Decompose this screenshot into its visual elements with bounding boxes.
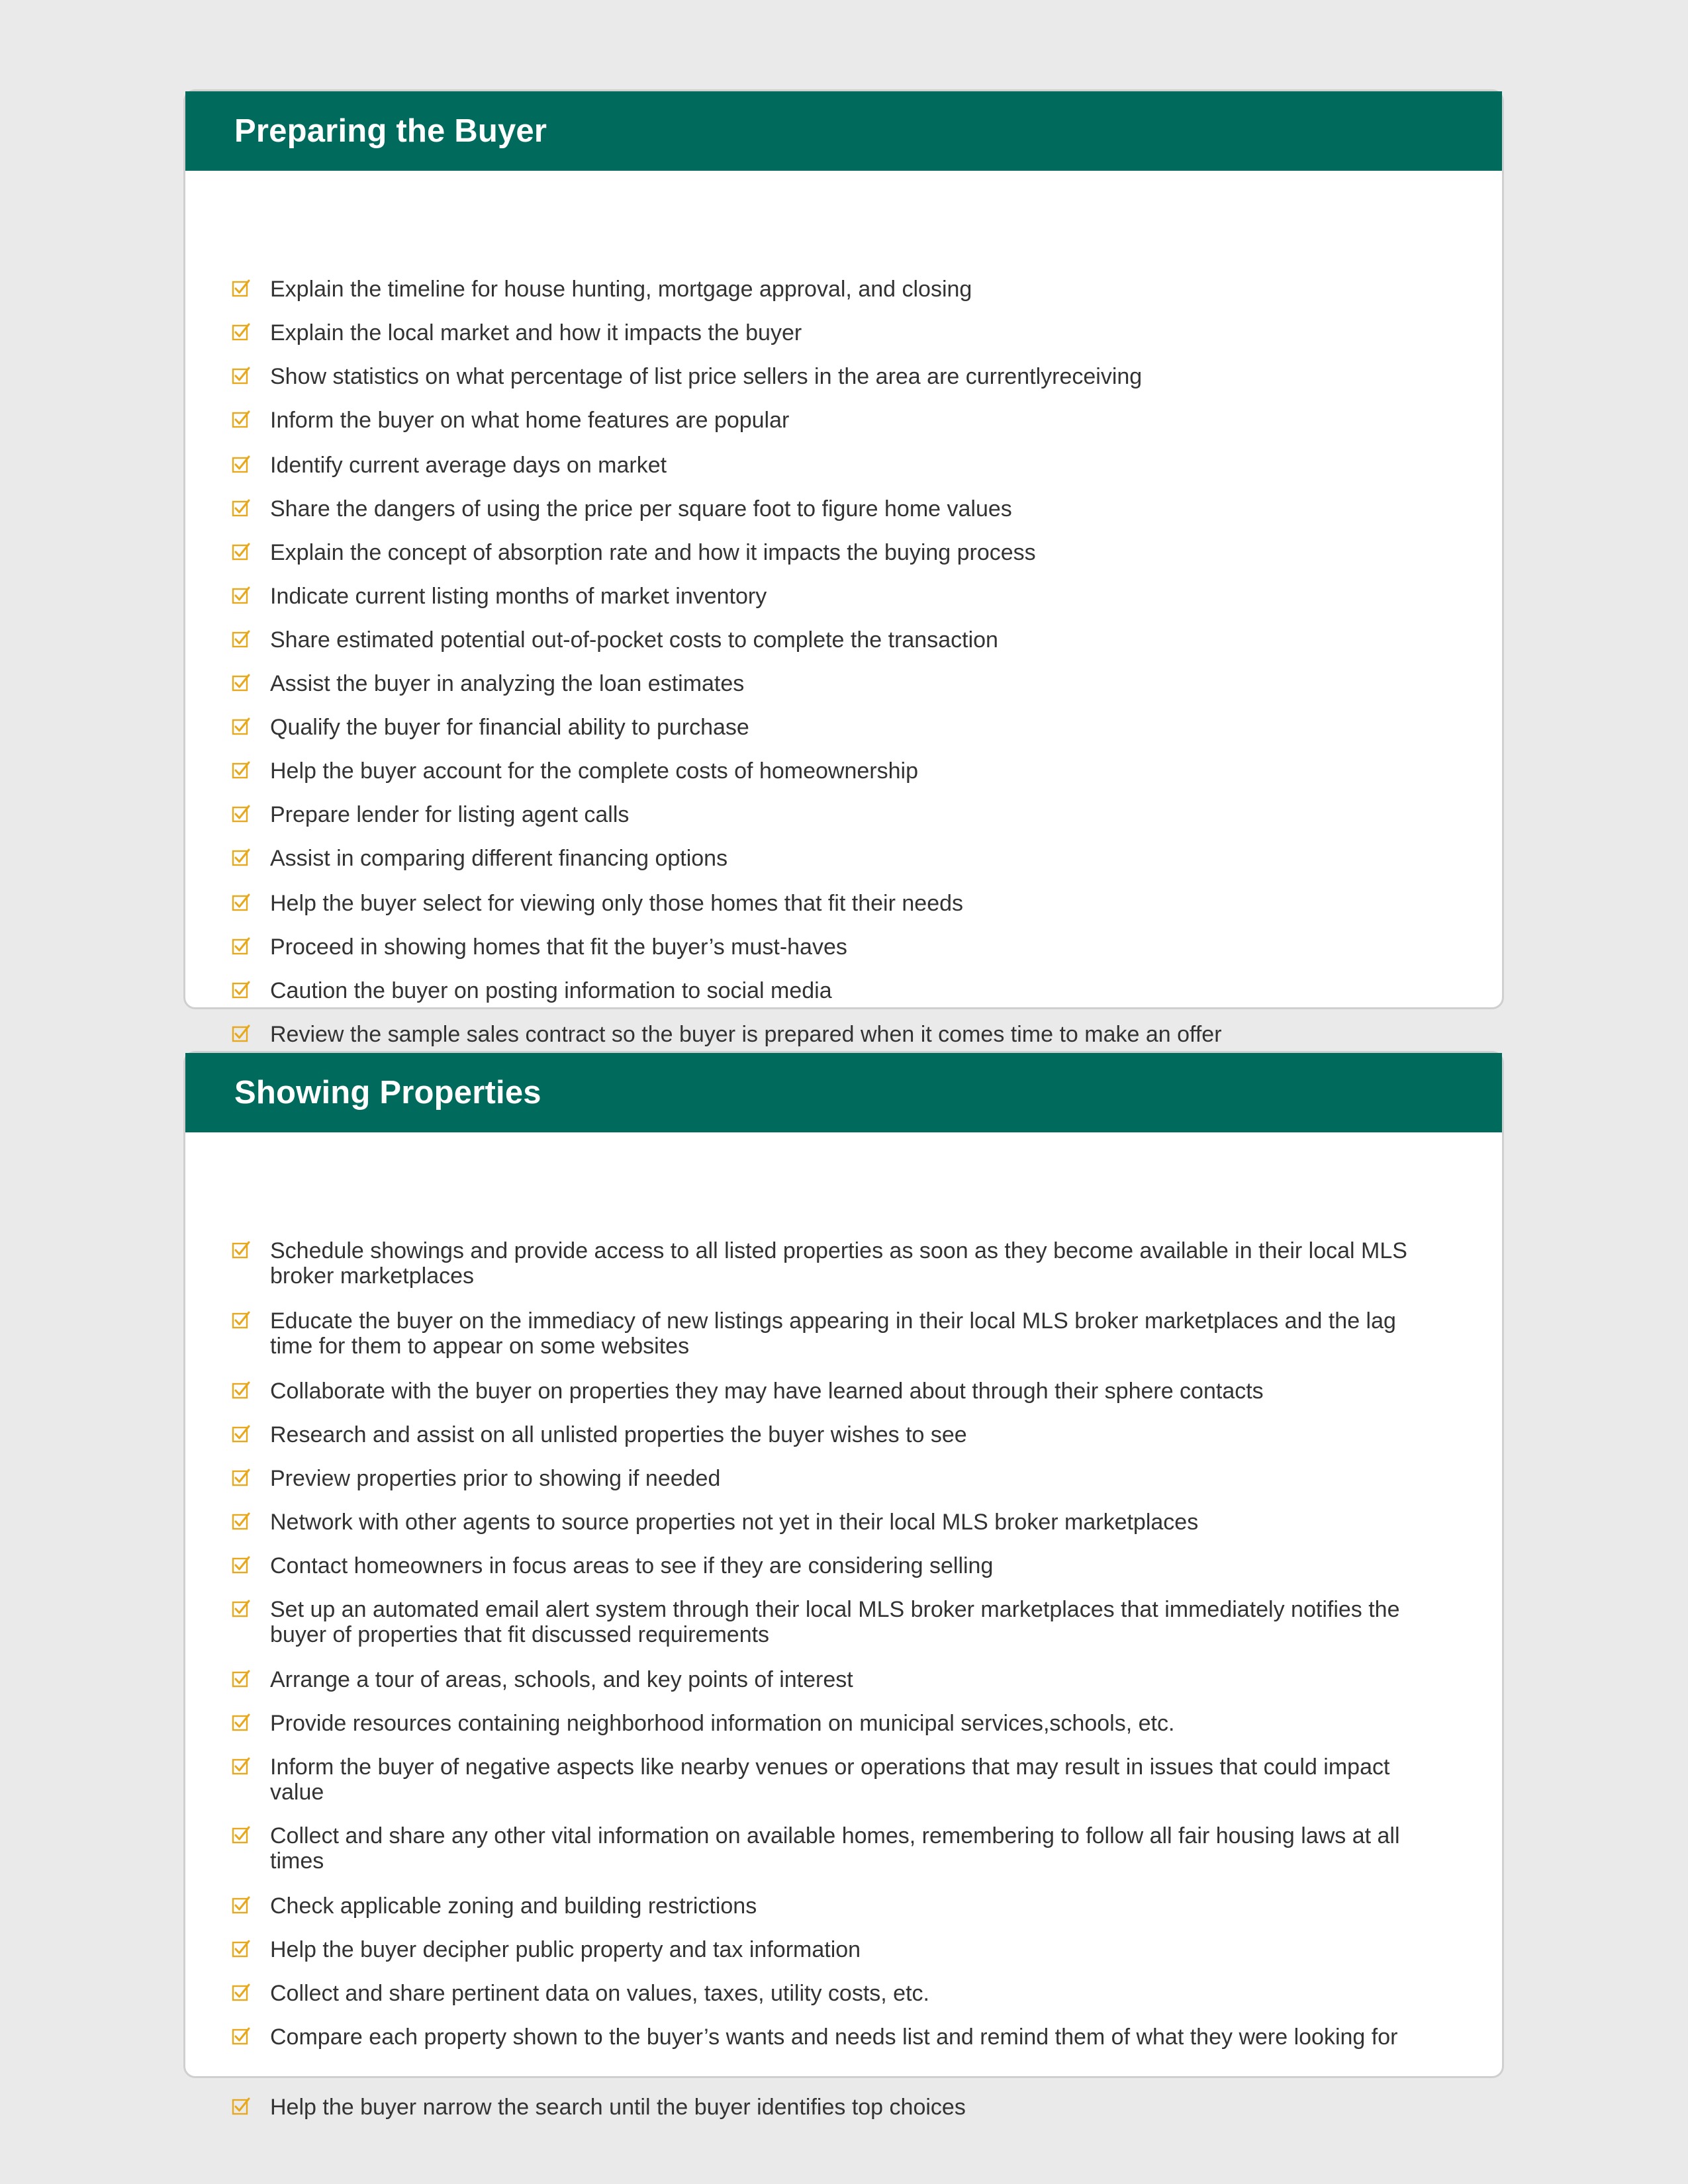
checklist-item: [232, 758, 1442, 784]
checkbox-checked-icon: [232, 1713, 251, 1732]
checklist-item-text: Compare each property shown to the buyer’s wants and needs list and remind them of what they were looking for: [270, 2025, 1398, 2050]
checklist-item: [232, 408, 1442, 433]
checklist-item: [232, 1597, 1442, 1647]
section-header: [185, 1053, 1502, 1132]
checklist-item: [232, 1466, 1442, 1491]
section-title: Showing Properties: [234, 1075, 541, 1111]
checkbox-checked-icon: [232, 1512, 251, 1531]
checklist-item: [232, 453, 1442, 478]
checklist-item: [232, 1379, 1442, 1404]
checklist-item-text: Educate the buyer on the immediacy of new listings appearing in their local MLS broker marketplaces and the lag time for them to appear on some websites: [270, 1308, 1396, 1359]
checklist-item: [232, 2025, 1442, 2050]
checklist-item-text: Inform the buyer of negative aspects like nearby venues or operations that may result in issues that could impact value: [270, 1754, 1390, 1805]
checklist-item: [232, 1893, 1442, 1919]
checklist-item: [232, 1937, 1442, 1962]
checklist-item: [232, 802, 1442, 827]
checkbox-checked-icon: [232, 804, 251, 823]
checkbox-checked-icon: [232, 1381, 251, 1400]
checklist-item: [232, 2095, 1442, 2120]
preparing-buyer-card: [183, 89, 1504, 1047]
checkbox-checked-icon: [232, 1599, 251, 1618]
checkbox-checked-icon: [232, 455, 251, 474]
checkbox-checked-icon: [232, 1468, 251, 1487]
checklist-item: [232, 1510, 1442, 1535]
checkbox-checked-icon: [232, 1825, 251, 1844]
checkbox-checked-icon: [232, 1895, 251, 1915]
checkbox-checked-icon: [232, 629, 251, 649]
checklist-item-text: Preview properties prior to showing if needed: [270, 1466, 721, 1491]
checklist-item-text: Caution the buyer on posting information to social media: [270, 978, 832, 1003]
checklist-item: [232, 320, 1442, 345]
checkbox-checked-icon: [232, 1024, 251, 1043]
checkbox-checked-icon: [232, 366, 251, 385]
checklist-item-text: Collect and share pertinent data on values, taxes, utility costs, etc.: [270, 1981, 929, 2006]
checklist-item-text: Explain the local market and how it impacts the buyer: [270, 320, 802, 345]
checklist-item: [232, 934, 1442, 960]
checklist-item-text: Schedule showings and provide access to all listed properties as soon as they become available in their local MLS broker marketplaces: [270, 1238, 1407, 1289]
checkbox-checked-icon: [232, 673, 251, 692]
checklist-item: [232, 891, 1442, 916]
checkbox-checked-icon: [232, 1424, 251, 1443]
checkbox-checked-icon: [232, 1240, 251, 1259]
checklist-item-text: Network with other agents to source properties not yet in their local MLS broker marketplaces: [270, 1510, 1199, 1535]
checklist-item-text: Research and assist on all unlisted properties the buyer wishes to see: [270, 1422, 967, 1447]
checkbox-checked-icon: [232, 498, 251, 518]
checkbox-checked-icon: [232, 1756, 251, 1776]
checklist-item-text: Prepare lender for listing agent calls: [270, 802, 630, 827]
checkbox-checked-icon: [232, 1983, 251, 2002]
checklist-item: [232, 1754, 1442, 1805]
checklist-item: [232, 364, 1442, 389]
checklist-item: [232, 1422, 1442, 1447]
checkbox-checked-icon: [232, 322, 251, 341]
checkbox-checked-icon: [232, 1669, 251, 1688]
checklist-item-text: Help the buyer narrow the search until the buyer identifies top choices: [270, 2095, 966, 2120]
checklist-item: [232, 584, 1442, 609]
checklist-item-text: Set up an automated email alert system through their local MLS broker marketplaces that immediately notifies the buyer of properties that fit discussed requirements: [270, 1597, 1400, 1647]
checkbox-checked-icon: [232, 980, 251, 999]
checkbox-checked-icon: [232, 2097, 251, 2116]
checkbox-checked-icon: [232, 717, 251, 736]
checklist-item-text: Help the buyer select for viewing only those homes that fit their needs: [270, 891, 964, 916]
checkbox-checked-icon: [232, 279, 251, 298]
checklist-item: [232, 1022, 1442, 1047]
checklist-item-text: Show statistics on what percentage of list price sellers in the area are currentlyreceiving: [270, 364, 1143, 389]
checklist-item-text: Indicate current listing months of market inventory: [270, 584, 767, 609]
checklist-item: [232, 1553, 1442, 1578]
checklist-item-text: Provide resources containing neighborhood information on municipal services,schools, etc.: [270, 1711, 1175, 1736]
checklist-item-text: Assist the buyer in analyzing the loan estimates: [270, 671, 745, 696]
checklist-item: [232, 1823, 1442, 1874]
checklist-item: [232, 540, 1442, 565]
checkbox-checked-icon: [232, 1555, 251, 1574]
section-header: [185, 91, 1502, 171]
checklist-item: [232, 496, 1442, 522]
checklist-item: [232, 1981, 1442, 2006]
checklist-item: [232, 627, 1442, 653]
checkbox-checked-icon: [232, 1939, 251, 1958]
checklist-item-text: Help the buyer decipher public property and tax information: [270, 1937, 861, 1962]
checklist-item-text: Identify current average days on market: [270, 453, 667, 478]
checklist-item: [232, 1711, 1442, 1736]
checklist-item: [232, 1238, 1442, 1289]
checklist-item-text: Contact homeowners in focus areas to see if they are considering selling: [270, 1553, 994, 1578]
checkbox-checked-icon: [232, 410, 251, 429]
checklist-item-text: Explain the concept of absorption rate and how it impacts the buying process: [270, 540, 1036, 565]
checklist-item-text: Collaborate with the buyer on properties they may have learned about through their sphere contacts: [270, 1379, 1264, 1404]
checkbox-checked-icon: [232, 542, 251, 561]
section-title: Preparing the Buyer: [234, 113, 547, 149]
showing-properties-card: [183, 1051, 1504, 2120]
checklist-item-text: Assist in comparing different financing options: [270, 846, 728, 871]
checklist-item: [232, 1667, 1442, 1692]
checkbox-checked-icon: [232, 893, 251, 912]
checkbox-checked-icon: [232, 586, 251, 605]
checklist-item-text: Review the sample sales contract so the buyer is prepared when it comes time to make an offer: [270, 1022, 1222, 1047]
checklist-item-text: Share the dangers of using the price per square foot to figure home values: [270, 496, 1012, 522]
checklist-item-text: Arrange a tour of areas, schools, and key points of interest: [270, 1667, 853, 1692]
checklist-item: [232, 671, 1442, 696]
checklist-item-text: Check applicable zoning and building restrictions: [270, 1893, 757, 1919]
checkbox-checked-icon: [232, 2026, 251, 2046]
checklist-item-text: Collect and share any other vital information on available homes, remembering to follow all fair housing laws at all times: [270, 1823, 1400, 1874]
checklist-item: [232, 846, 1442, 871]
checkbox-checked-icon: [232, 848, 251, 867]
checklist-item-text: Help the buyer account for the complete costs of homeownership: [270, 758, 918, 784]
checkbox-checked-icon: [232, 1310, 251, 1330]
checklist-item: [232, 1308, 1442, 1359]
checklist-item-text: Explain the timeline for house hunting, mortgage approval, and closing: [270, 277, 972, 302]
checklist-item: [232, 978, 1442, 1003]
checklist-item: [232, 277, 1442, 302]
checklist-item-text: Proceed in showing homes that fit the buyer’s must-haves: [270, 934, 847, 960]
checklist-item: [232, 715, 1442, 740]
checkbox-checked-icon: [232, 760, 251, 780]
checkbox-checked-icon: [232, 936, 251, 956]
checklist-item-text: Inform the buyer on what home features are popular: [270, 408, 790, 433]
checklist-item-text: Share estimated potential out-of-pocket costs to complete the transaction: [270, 627, 998, 653]
checklist-item-text: Qualify the buyer for financial ability to purchase: [270, 715, 749, 740]
